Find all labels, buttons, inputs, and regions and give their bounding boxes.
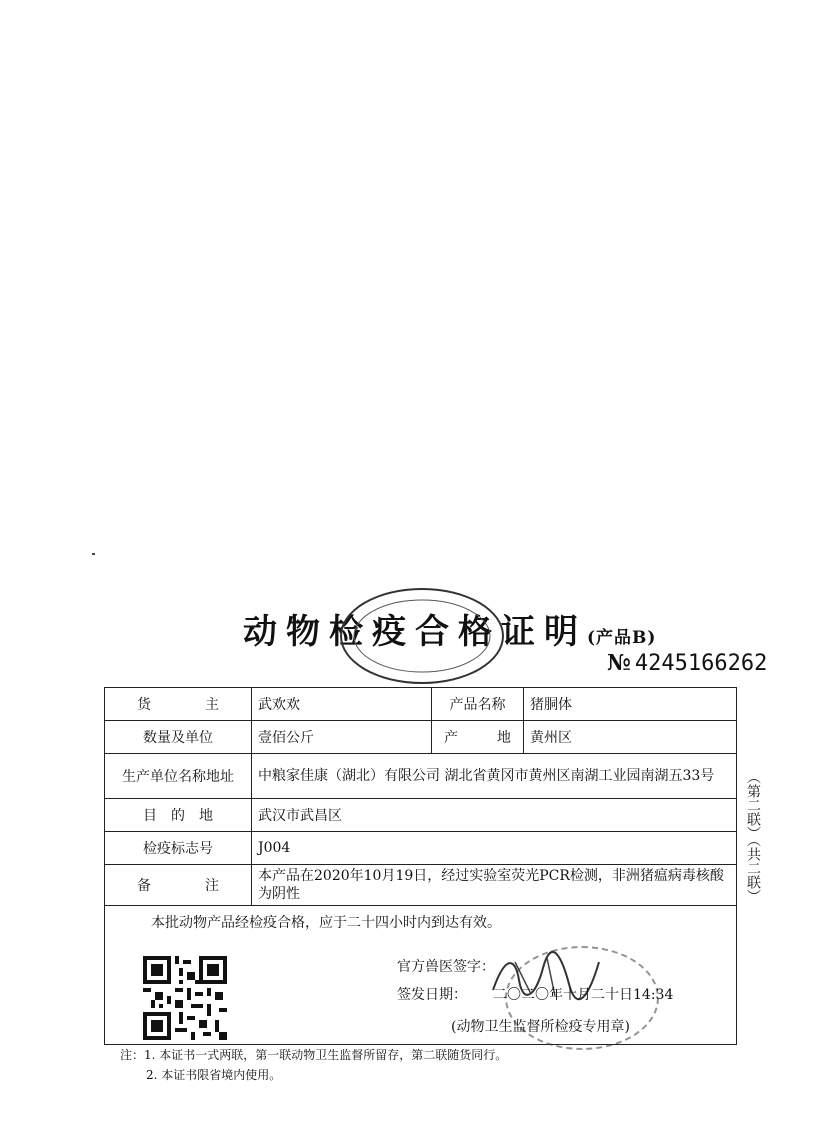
table-row xyxy=(105,832,737,865)
owner-label: 货 主 xyxy=(105,688,252,721)
validity-statement: 本批动物产品经检疫合格，应于二十四小时内到达有效。 xyxy=(151,915,501,931)
footnotes xyxy=(120,1045,507,1085)
quantity-value: 壹佰公斤 xyxy=(252,721,432,754)
quarantine-mark-label: 检疫标志号 xyxy=(105,832,252,865)
vet-signature-label: 官方兽医签字： xyxy=(397,959,495,975)
table-row xyxy=(105,906,737,1045)
footnote-2: 2. 本证书限省境内使用。 xyxy=(146,1068,282,1082)
origin-value: 黄州区 xyxy=(524,721,737,754)
remark-value: 本产品在2020年10月19日，经过实验室荧光PCR检测，非洲猪瘟病毒核酸为阴性 xyxy=(252,865,737,906)
certificate-table xyxy=(104,687,737,1045)
issue-date-label: 签发日期： xyxy=(397,987,467,1003)
table-row xyxy=(105,754,737,799)
title-sub: (产品B) xyxy=(587,628,657,648)
producer-value: 中粮家佳康（湖北）有限公司 湖北省黄冈市黄州区南湖工业园南湖五33号 xyxy=(252,754,737,799)
qr-code-icon[interactable] xyxy=(143,956,227,1040)
certificate-title xyxy=(243,604,656,653)
footnote-1: 注：1. 本证书一式两联，第一联动物卫生监督所留存，第二联随货同行。 xyxy=(120,1048,508,1062)
product-name-label: 产品名称 xyxy=(432,688,524,721)
serial-number xyxy=(607,650,767,676)
issue-date-line xyxy=(397,984,673,1004)
copy-indicator: （第二联）（共二联） xyxy=(745,770,761,903)
owner-value: 武欢欢 xyxy=(252,688,432,721)
title-main: 动物检疫合格证明 xyxy=(243,612,587,652)
table-row xyxy=(105,721,737,754)
issue-date-value: 二〇二〇年十月二十日14:34 xyxy=(493,987,674,1003)
producer-label: 生产单位名称地址 xyxy=(105,754,252,799)
serial-value: 4245166262 xyxy=(634,651,768,676)
seal-caption: (动物卫生监督所检疫专用章) xyxy=(451,1019,630,1035)
quantity-label: 数量及单位 xyxy=(105,721,252,754)
certification-block xyxy=(105,906,737,1045)
destination-label: 目 的 地 xyxy=(105,799,252,832)
remark-label: 备 注 xyxy=(105,865,252,906)
destination-value: 武汉市武昌区 xyxy=(252,799,737,832)
table-row xyxy=(105,799,737,832)
serial-prefix: № xyxy=(607,650,631,676)
table-row xyxy=(105,688,737,721)
quarantine-mark-value: J004 xyxy=(252,832,737,865)
product-name-value: 猪胴体 xyxy=(524,688,737,721)
origin-label: 产 地 xyxy=(432,721,524,754)
scan-speck xyxy=(92,553,95,555)
table-row xyxy=(105,865,737,906)
